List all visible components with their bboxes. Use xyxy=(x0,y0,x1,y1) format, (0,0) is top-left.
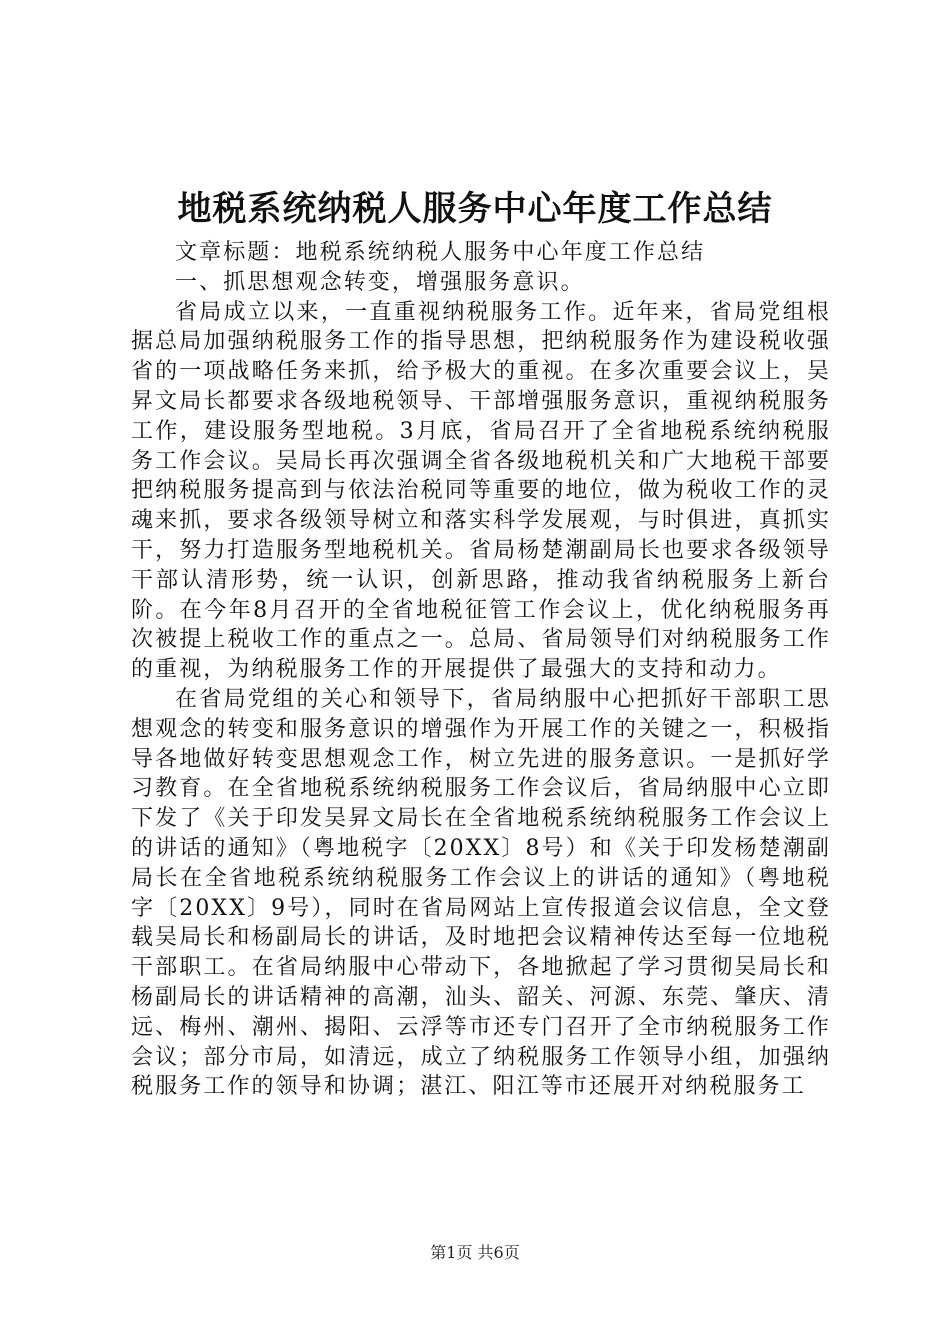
article-title-line: 文章标题：地税系统纳税人服务中心年度工作总结 xyxy=(175,240,706,265)
section-heading: 一、抓思想观念转变，增强服务意识。 xyxy=(175,269,585,295)
page-number-footer: 第1页 共6页 xyxy=(430,1243,520,1262)
document-body xyxy=(131,238,831,1102)
body-paragraph: 省局成立以来，一直重视纳税服务工作。近年来，省局党组根据总局加强纳税服务工作的指导思想，把纳税服务作为建设税收强省的一项战略任务来抓，给予极大的重视。在多次重要会议上，吴昇文局长都要求各级地税领导、干部增强服务意识，重视纳税服务工作，建设服务型地税。3月底，省局召开了全省地税系统纳税服务工作会议。吴局长再次强调全省各级地税机关和广大地税干部要把纳税服务提高到与依法治税同等重要的地位，做为税收工作的灵魂来抓，要求各级领导树立和落实科学发展观，与时俱进，真抓实干，努力打造服务型地税机关。省局杨楚潮副局长也要求各级领导干部认清形势，统一认识，创新思路，推动我省纳税服务上新台阶。在今年8月召开的全省地税征管工作会议上，优化纳税服务再次被提上税收工作的重点之一。总局、省局领导们对纳税服务工作的重视，为纳税服务工作的开展提供了最强大的支持和动力。 xyxy=(131,299,831,683)
document-title: 地税系统纳税人服务中心年度工作总结 xyxy=(177,189,773,229)
body-paragraph: 在省局党组的关心和领导下，省局纳服中心把抓好干部职工思想观念的转变和服务意识的增强作为开展工作的关键之一，积极指导各地做好转变思想观念工作，树立先进的服务意识。一是抓好学习教育。在全省地税系统纳税服务工作会议后，省局纳服中心立即下发了《关于印发吴昇文局长在全省地税系统纳税服务工作会议上的讲话的通知》（粤地税字〔20XX〕8号）和《关于印发杨楚潮副局长在全省地税系统纳税服务工作会议上的讲话的通知》（粤地税字〔20XX〕9号），同时在省局网站上宣传报道会议信息，全文登载吴局长和杨副局长的讲话，及时地把会议精神传达至每一位地税干部职工。在省局纳服中心带动下，各地掀起了学习贯彻吴局长和杨副局长的讲话精神的高潮，汕头、韶关、河源、东莞、肇庆、清远、梅州、潮州、揭阳、云浮等市还专门召开了全市纳税服务工作会议；部分市局，如清远，成立了纳税服务工作领导小组，加强纳税服务工作的领导和协调；湛江、阳江等市还展开对纳税服务工 xyxy=(131,686,831,1100)
